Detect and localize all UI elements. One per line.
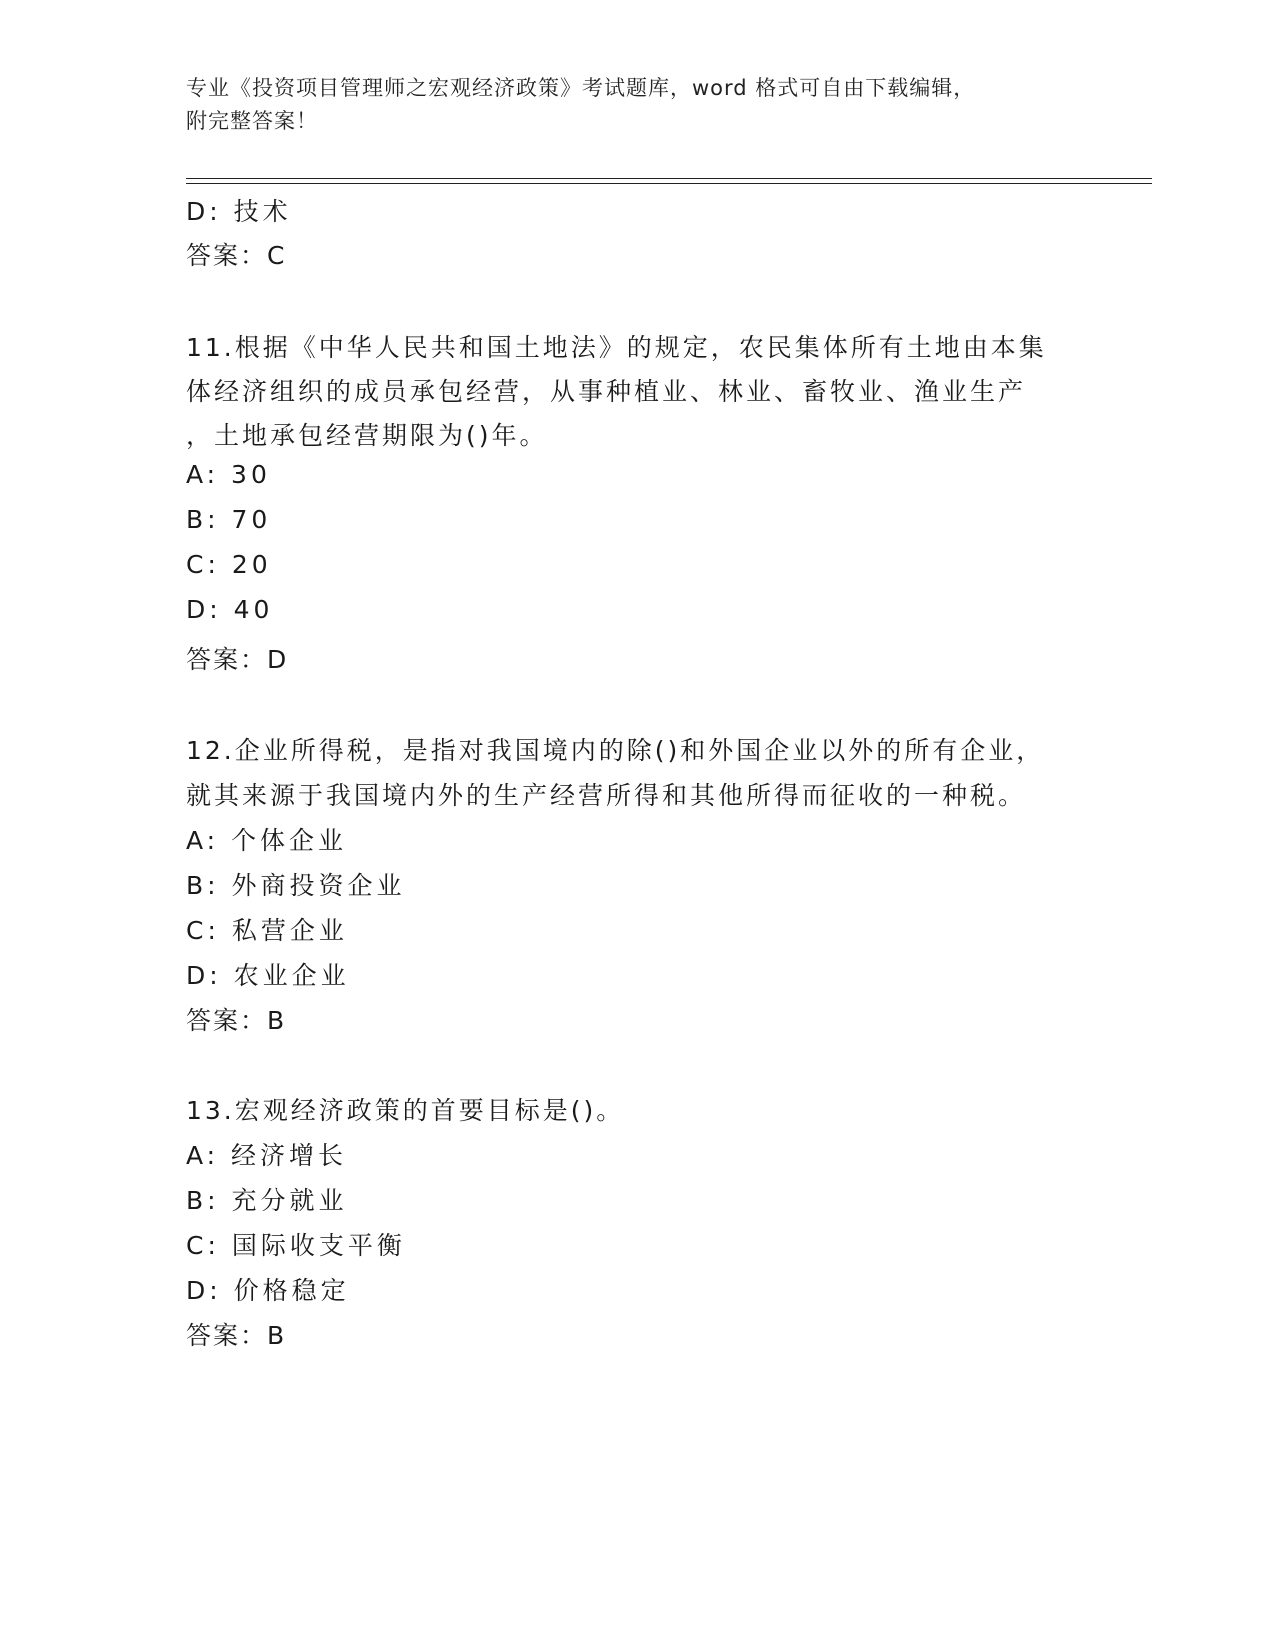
q11-stem-line-2: 体经济组织的成员承包经营，从事种植业、林业、畜牧业、渔业生产 [186,377,1027,406]
prev-option-d: D: 技术 [186,197,292,226]
q13-stem-line-1: 13.宏观经济政策的首要目标是()。 [186,1096,625,1125]
header-line-1: 专业《投资项目管理师之宏观经济政策》考试题库，word 格式可自由下载编辑， [186,76,976,100]
q12-answer: 答案：B [186,1006,287,1035]
q12-option-c: C: 私营企业 [186,916,348,945]
q12-stem-line-1: 12.企业所得税，是指对我国境内的除()和外国企业以外的所有企业， [186,736,1045,765]
document-header [186,72,1086,138]
q13-option-c: C: 国际收支平衡 [186,1231,406,1260]
q13-answer: 答案：B [186,1321,287,1350]
header-line-2: 附完整答案！ [186,109,318,133]
header-rule-bottom [186,183,1152,184]
q12-option-b: B: 外商投资企业 [186,871,406,900]
q13-option-d: D: 价格稳定 [186,1276,350,1305]
q12-option-d: D: 农业企业 [186,961,350,990]
q11-option-d: D: 40 [186,595,274,624]
prev-answer: 答案：C [186,241,287,270]
q12-stem-line-2: 就其来源于我国境内外的生产经营所得和其他所得而征收的一种税。 [186,781,1027,810]
q12-option-a: A: 个体企业 [186,826,348,855]
q11-option-a: A: 30 [186,460,271,489]
q11-option-b: B: 70 [186,505,272,534]
header-rule-top [186,178,1152,179]
q11-stem-line-3: ，土地承包经营期限为()年。 [186,421,548,450]
q11-answer: 答案：D [186,645,289,674]
q11-stem-line-1: 11.根据《中华人民共和国土地法》的规定，农民集体所有土地由本集 [186,333,1047,362]
q11-option-c: C: 20 [186,550,272,579]
q13-option-b: B: 充分就业 [186,1186,348,1215]
q13-option-a: A: 经济增长 [186,1141,348,1170]
